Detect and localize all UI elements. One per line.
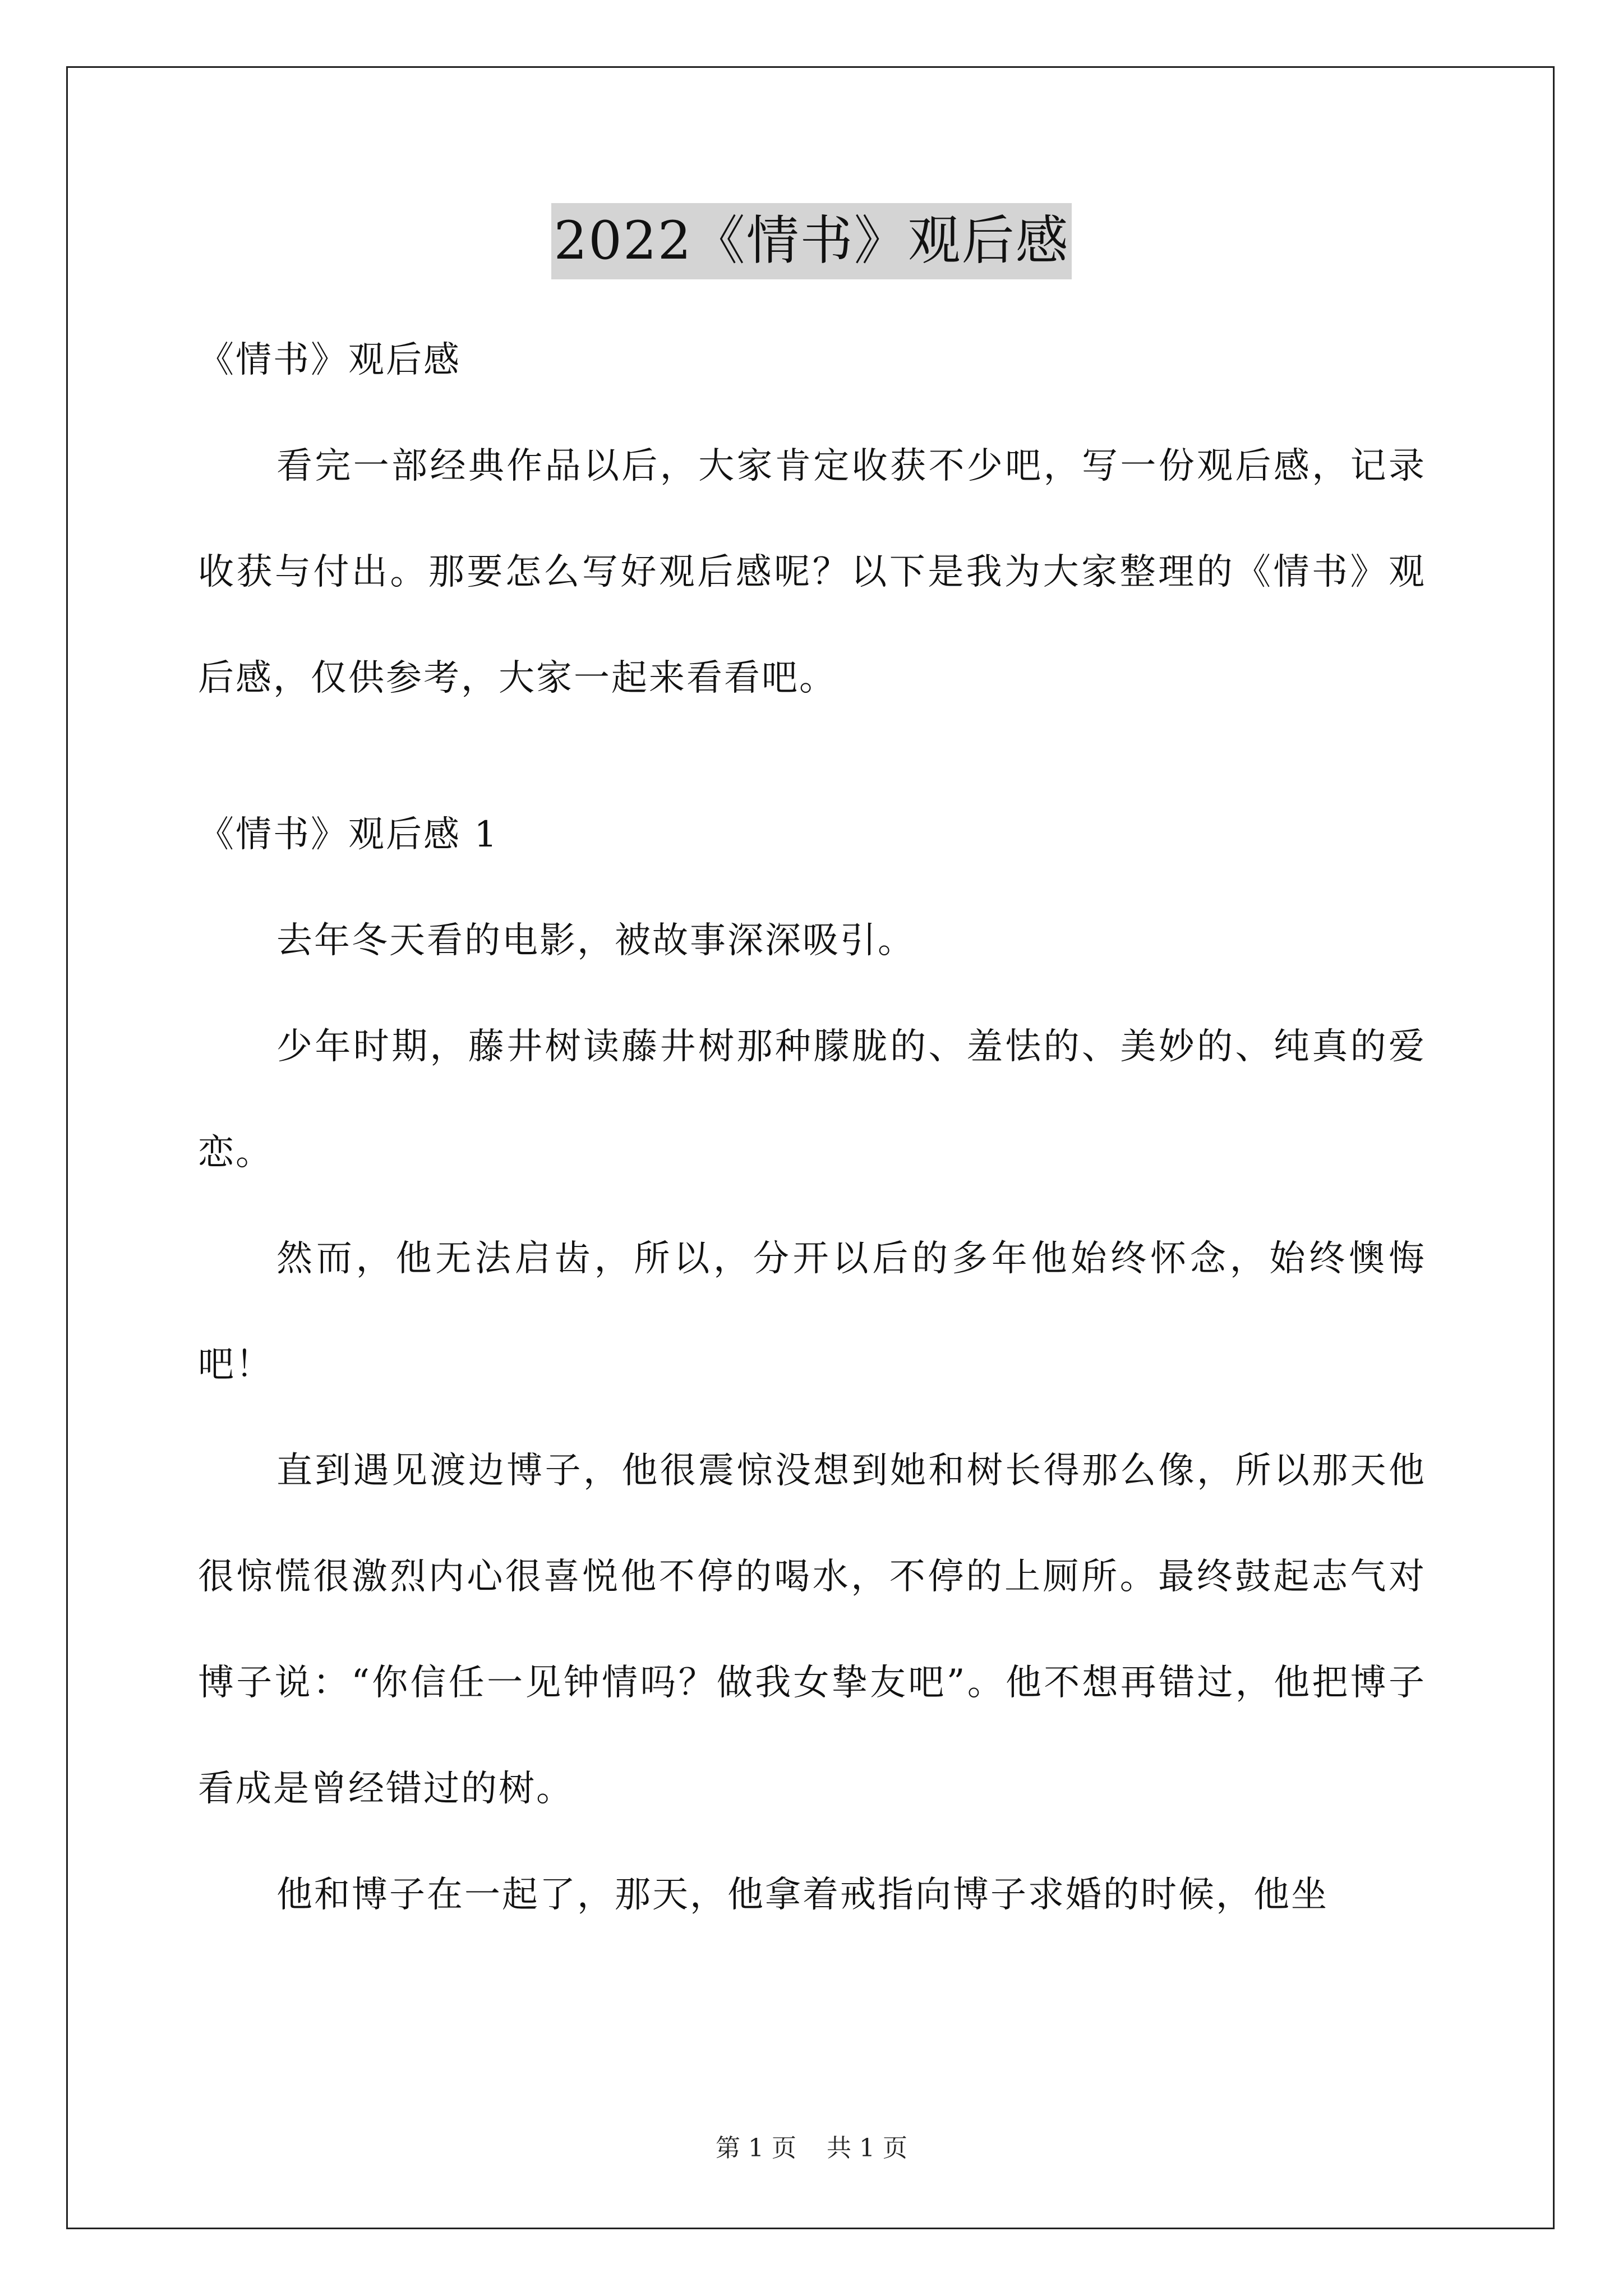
section-heading: 《情书》观后感 1 (198, 814, 499, 855)
subtitle: 《情书》观后感 (198, 339, 461, 381)
page-total: 共 1 页 (827, 2134, 907, 2162)
paragraph-3: 然而，他无法启齿，所以，分开以后的多年他始终怀念，始终懊悔吧！ (198, 1238, 1426, 1386)
title-container (0, 203, 1623, 279)
paragraph-2: 少年时期，藤井树读藤井树那种朦胧的、羞怯的、美妙的、纯真的爱恋。 (198, 1026, 1426, 1174)
paragraph-1: 去年冬天看的电影，被故事深深吸引。 (276, 920, 915, 961)
paragraph-4: 直到遇见渡边博子，他很震惊没想到她和树长得那么像，所以那天他很惊慌很激烈内心很喜悦他不停的喝水，不停的上厕所。最终鼓起志气对博子说：“你信任一见钟情吗？做我女挚友吧”。他不想再错过，他把博子看成是曾经错过的树。 (198, 1450, 1426, 1810)
document-title: 2022《情书》观后感 (551, 203, 1071, 279)
page-number: 第 1 页 (716, 2134, 796, 2162)
paragraph-5: 他和博子在一起了，那天，他拿着戒指向博子求婚的时候，他坐 (276, 1874, 1329, 1916)
page-footer (0, 2132, 1623, 2165)
document-body (198, 307, 1426, 1948)
intro-paragraph: 看完一部经典作品以后，大家肯定收获不少吧，写一份观后感，记录收获与付出。那要怎么写好观后感呢？以下是我为大家整理的《情书》观后感，仅供参考，大家一起来看看吧。 (198, 445, 1426, 699)
